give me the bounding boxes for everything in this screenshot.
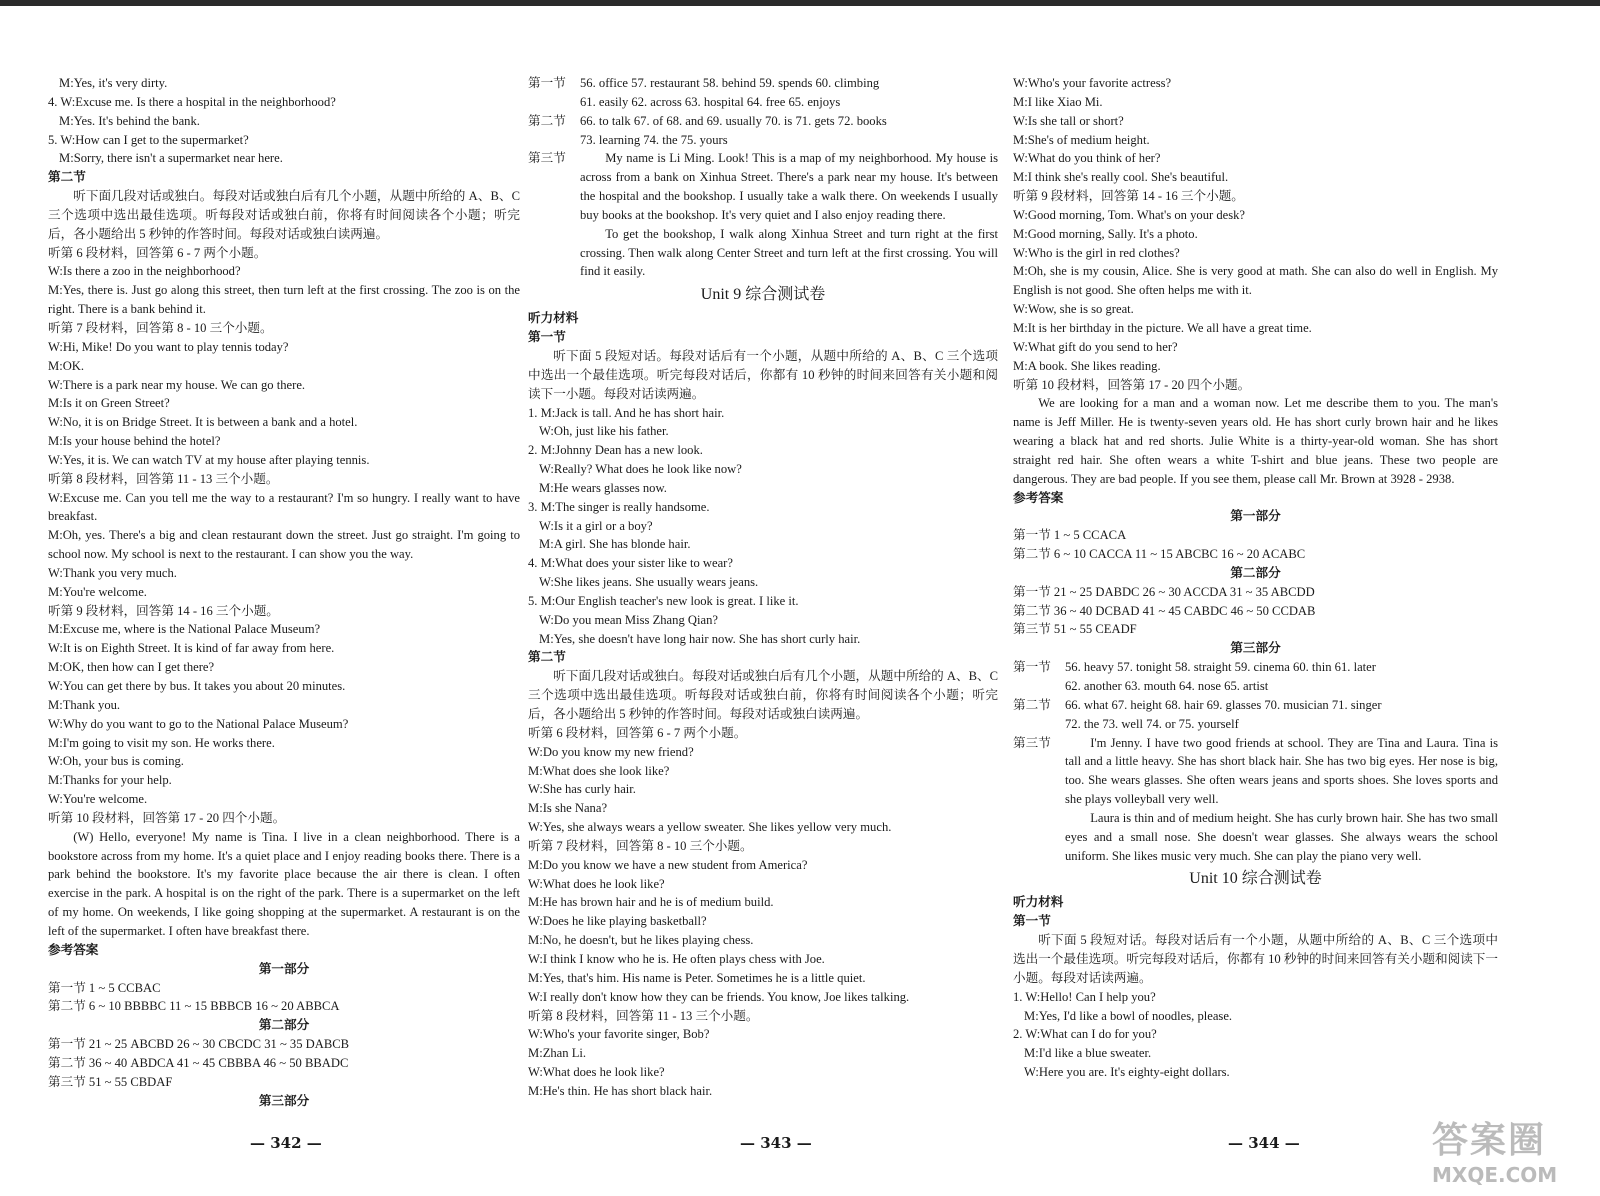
watermark-text: 答案圈 — [1432, 1120, 1547, 1161]
dialogue-line: M:I'd like a blue sweater. — [1024, 1046, 1152, 1061]
dialogue-line: M:Sorry, there isn't a supermarket near here. — [59, 151, 283, 166]
dialogue-line: M:It is her birthday in the picture. We all have a great time. — [1013, 320, 1312, 335]
page-number: — 344 — — [1228, 1134, 1300, 1152]
answer-line — [528, 112, 998, 131]
monologue-text: (W) Hello, everyone! My name is Tina. I live in a clean neighborhood. There is a bookstore across from my home. It's a quiet place and I enjoy reading books there. There is a park behind the bookstore. It's my favorite place because the air there is clean. I often exercise in the park. A hospital is on the right of the park. There is a supermarket on the left of my home. On weekends, I like going shopping at the supermarket. A restaurant is on the left of the supermarket. I often have breakfast there. — [48, 829, 520, 938]
dialogue-line: M:Excuse me, where is the National Palace Museum? — [48, 622, 321, 637]
answer-line: 第二节 36 ~ 40 ABDCA 41 ~ 45 CBBBA 46 ~ 50 BBADC — [48, 1055, 349, 1070]
dialogue-line: M:Oh, she is my cousin, Alice. She is very good at math. She can also do well in English. My English is not good. She often helps me with it. — [1013, 264, 1498, 298]
dialogue-line: M:He has brown hair and he is of medium build. — [528, 895, 774, 910]
section-label: 第一节 — [528, 76, 566, 90]
essay-paragraph: I'm Jenny. I have two good friends at school. They are Tina and Laura. Tina is tall and a little heavy. She has short black hair. She has two big eyes. Her nose is big, too. She wears glasses. She often wears jeans and sports shoes. She loves sports and she plays volleyball very well. — [1065, 735, 1498, 807]
dialogue-line: W:Hi, Mike! Do you want to play tennis today? — [48, 339, 289, 354]
material-heading: 听第 6 段材料，回答第 6 - 7 两个小题。 — [48, 245, 267, 260]
answer-line — [1013, 658, 1498, 677]
answer-line: 第二节 36 ~ 40 DCBAD 41 ~ 45 CABDC 46 ~ 50 CCDAB — [1013, 603, 1316, 618]
dialogue-line: W:What gift do you send to her? — [1013, 339, 1178, 354]
essay-block — [528, 149, 998, 281]
unit-title: Unit 10 综合测试卷 — [1189, 870, 1322, 888]
material-heading: 听第 8 段材料，回答第 11 - 13 三个小题。 — [48, 471, 279, 486]
section-heading: 听力材料 — [528, 311, 579, 326]
essay-paragraph: Laura is thin and of medium height. She has curly brown hair. She has two small eyes and a small nose. She doesn't wear glasses. She always wears the school uniform. She likes music very much. She can play the piano very well. — [1065, 810, 1498, 863]
column-right — [1013, 74, 1498, 1082]
dialogue-line: M:A book. She likes reading. — [1013, 358, 1161, 373]
dialogue-line: M:What does she look like? — [528, 763, 670, 778]
monologue-text: We are looking for a man and a woman now. Let me describe them to you. The man's name is Jeff Miller. He is twenty-seven years old. He has short curly brown hair and he likes wearing a black hat and red shorts. Julie White is a thirty-year-old woman. She has short straight red hair. She often wears a white T-shirt and blue jeans. These two people are dangerous. They are bad people. If you see them, please call Mr. Brown at 3928 - 2938. — [1013, 396, 1498, 486]
answer-line — [1013, 696, 1498, 715]
dialogue-line: W:What does he look like? — [528, 876, 665, 891]
part-heading: 第二部分 — [1230, 565, 1281, 580]
dialogue-line: W:Here you are. It's eighty-eight dollars. — [1024, 1065, 1230, 1080]
material-heading: 听第 10 段材料，回答第 17 - 20 四个小题。 — [48, 810, 286, 825]
section-heading: 第一节 — [1013, 914, 1051, 929]
dialogue-line: W:I really don't know how they can be friends. You know, Joe likes talking. — [528, 989, 910, 1004]
dialogue-line: W:Oh, your bus is coming. — [48, 754, 184, 769]
dialogue-line: M:A girl. She has blonde hair. — [539, 537, 691, 552]
section-label: 第三节 — [528, 151, 566, 166]
dialogue-line: M:Do you know we have a new student from America? — [528, 857, 808, 872]
instruction-text: 听下面 5 段短对话。每段对话后有一个小题，从题中所给的 A、B、C 三个选项中选出一个最佳选项。听完每段对话后，你都有 10 秒钟的时间来回答有关小题和阅读下一小题。每段对话读两遍。 — [528, 348, 998, 401]
essay-block — [1013, 734, 1498, 866]
unit-title: Unit 9 综合测试卷 — [700, 286, 826, 304]
answer-line: 73. learning 74. the 75. yours — [580, 132, 728, 147]
dialogue-line: M:Yes, there is. Just go along this street, then turn left at the first crossing. The zoo is on the right. There is a bank behind it. — [48, 283, 520, 317]
dialogue-line: W:She likes jeans. She usually wears jeans. — [539, 575, 759, 590]
part-heading: 第二部分 — [258, 1018, 310, 1033]
dialogue-line: W:She has curly hair. — [528, 782, 636, 797]
dialogue-line: W:Who is the girl in red clothes? — [1013, 245, 1180, 260]
material-heading: 听第 10 段材料，回答第 17 - 20 四个小题。 — [1013, 377, 1251, 392]
dialogue-line: W:What does he look like? — [528, 1065, 665, 1080]
answer-line: 第一节 1 ~ 5 CCACA — [1013, 528, 1127, 543]
dialogue-line: W:Really? What does he look like now? — [539, 462, 742, 477]
dialogue-line: W:Why do you want to go to the National Palace Museum? — [48, 716, 349, 731]
dialogue-line: M:I'm going to visit my son. He works there. — [48, 735, 275, 750]
essay-paragraph: My name is Li Ming. Look! This is a map of my neighborhood. My house is across from a bank on Xinhua Street. There's a park near my house. It's between the hospital and the bookshop. I usually take a walk there. On weekends I usually buy books at the bookshop. It's very quiet and I also enjoy reading there. — [580, 151, 998, 222]
dialogue-line: M:OK. — [48, 358, 85, 373]
section-label: 第三节 — [1013, 735, 1051, 750]
dialogue-line: W:Do you know my new friend? — [528, 744, 694, 759]
dialogue-line: M:Yes. It's behind the bank. — [59, 113, 200, 128]
instruction-text: 听下面几段对话或独白。每段对话或独白后有几个小题，从题中所给的 A、B、C 三个选项中选出最佳选项。听每段对话或独白前，你将有时间阅读各个小题；听完后，各小题给出 5 秒钟的作答时间。每段对话或独白读两遍。 — [48, 189, 520, 241]
instruction-text: 听下面 5 段短对话。每段对话后有一个小题，从题中所给的 A、B、C 三个选项中选出一个最佳选项。听完每段对话后，你都有 10 秒钟的时间来回答有关小题和阅读下一小题。每段对话读两遍。 — [1013, 933, 1498, 985]
answer-text: 66. to talk 67. of 68. and 69. usually 70. is 71. gets 72. books — [580, 113, 887, 128]
dialogue-line: 3. M:The singer is really handsome. — [528, 499, 710, 514]
dialogue-line: W:Yes, it is. We can watch TV at my house after playing tennis. — [48, 452, 370, 467]
watermark-logo — [1432, 1112, 1592, 1192]
answer-line — [528, 74, 998, 93]
dialogue-line: 1. M:Jack is tall. And he has short hair. — [528, 405, 725, 420]
answer-line: 第三节 51 ~ 55 CEADF — [1013, 622, 1137, 637]
dialogue-line: M:Good morning, Sally. It's a photo. — [1013, 226, 1198, 241]
dialogue-line: W:I think I know who he is. He often plays chess with Joe. — [528, 951, 825, 966]
section-label: 第一节 — [1013, 660, 1051, 675]
answer-line: 第一节 21 ~ 25 ABCBD 26 ~ 30 CBCDC 31 ~ 35 DABCB — [48, 1037, 350, 1052]
dialogue-line: W:Excuse me. Can you tell me the way to a restaurant? I'm so hungry. I really want to have breakfast. — [48, 490, 520, 524]
material-heading: 听第 7 段材料，回答第 8 - 10 三个小题。 — [48, 320, 273, 335]
dialogue-line: M:Yes, that's him. His name is Peter. Sometimes he is a little quiet. — [528, 970, 866, 985]
dialogue-line: M:Thanks for your help. — [48, 773, 172, 788]
column-left — [48, 74, 520, 1110]
answer-key-heading: 参考答案 — [48, 942, 99, 957]
dialogue-line: W:Is she tall or short? — [1013, 113, 1124, 128]
dialogue-line: M:Thank you. — [48, 697, 121, 712]
dialogue-line: W:Good morning, Tom. What's on your desk? — [1013, 207, 1246, 222]
dialogue-line: W:Is it a girl or a boy? — [539, 518, 653, 533]
dialogue-line: W:Does he like playing basketball? — [528, 914, 707, 929]
column-middle — [528, 74, 998, 1101]
answer-line: 62. another 63. mouth 64. nose 65. artist — [1065, 679, 1269, 693]
answer-line: 第二节 6 ~ 10 BBBBC 11 ~ 15 BBBCB 16 ~ 20 ABBCA — [48, 999, 340, 1014]
section-label: 第二节 — [528, 113, 566, 128]
part-heading: 第三部分 — [1230, 641, 1281, 656]
dialogue-line: 4. W:Excuse me. Is there a hospital in the neighborhood? — [48, 94, 336, 109]
answer-line: 第一节 21 ~ 25 DABDC 26 ~ 30 ACCDA 31 ~ 35 ABCDD — [1013, 584, 1315, 599]
dialogue-line: W:No, it is on Bridge Street. It is between a bank and a hotel. — [48, 415, 358, 430]
dialogue-line: W:Oh, just like his father. — [539, 424, 669, 439]
dialogue-line: W:You can get there by bus. It takes you about 20 minutes. — [48, 679, 346, 693]
dialogue-line: M:No, he doesn't, but he likes playing chess. — [528, 933, 754, 948]
material-heading: 听第 7 段材料，回答第 8 - 10 三个小题。 — [528, 838, 753, 853]
material-heading: 听第 9 段材料，回答第 14 - 16 三个小题。 — [1013, 189, 1244, 204]
dialogue-line: W:There is a park near my house. We can go there. — [48, 377, 306, 392]
instruction-text: 听下面几段对话或独白。每段对话或独白后有几个小题，从题中所给的 A、B、C 三个选项中选出最佳选项。听每段对话或独白前，你将有时间阅读各个小题；听完后，各小题给出 5 秒钟的作答时间。每段对话或独白读两遍。 — [528, 669, 998, 721]
dialogue-line: M:He's thin. He has short black hair. — [528, 1083, 713, 1098]
dialogue-line: M:Is it on Green Street? — [48, 396, 170, 411]
part-heading: 第三部分 — [258, 1093, 310, 1108]
dialogue-line: 4. M:What does your sister like to wear? — [528, 556, 733, 571]
dialogue-line: M:Zhan Li. — [528, 1046, 587, 1061]
dialogue-line: M:Is she Nana? — [528, 801, 608, 816]
answer-text: 66. what 67. height 68. hair 69. glasses 70. musician 71. singer — [1065, 697, 1382, 712]
part-heading: 第一部分 — [258, 961, 310, 976]
answer-line: 第二节 6 ~ 10 CACCA 11 ~ 15 ABCBC 16 ~ 20 ACABC — [1013, 547, 1306, 562]
dialogue-line: M:Yes, I'd like a bowl of noodles, please. — [1024, 1008, 1233, 1023]
answer-text: 56. office 57. restaurant 58. behind 59. spends 60. climbing — [580, 76, 880, 90]
answer-key-heading: 参考答案 — [1013, 490, 1064, 505]
dialogue-line: M:Yes, it's very dirty. — [59, 76, 168, 90]
answer-line: 61. easily 62. across 63. hospital 64. free 65. enjoys — [580, 94, 841, 109]
dialogue-line: 2. M:Johnny Dean has a new look. — [528, 443, 703, 458]
dialogue-line: W:Wow, she is so great. — [1013, 302, 1134, 317]
page-number: — 342 — — [250, 1134, 322, 1152]
answer-line: 第一节 1 ~ 5 CCBAC — [48, 980, 161, 995]
section-heading: 第二节 — [48, 170, 86, 185]
dialogue-line: M:She's of medium height. — [1013, 132, 1150, 147]
top-border — [0, 0, 1600, 6]
dialogue-line: M:He wears glasses now. — [539, 480, 667, 495]
dialogue-line: M:Yes, she doesn't have long hair now. She has short curly hair. — [539, 631, 861, 646]
dialogue-line: W:Who's your favorite singer, Bob? — [528, 1027, 710, 1042]
dialogue-line: W:Thank you very much. — [48, 565, 177, 580]
dialogue-line: W:You're welcome. — [48, 792, 148, 807]
dialogue-line: W:Who's your favorite actress? — [1013, 76, 1172, 90]
part-heading: 第一部分 — [1230, 509, 1281, 524]
section-heading: 第二节 — [528, 650, 566, 665]
dialogue-line: M:Is your house behind the hotel? — [48, 434, 221, 449]
dialogue-line: M:I think she's really cool. She's beautiful. — [1013, 170, 1229, 185]
material-heading: 听第 8 段材料，回答第 11 - 13 三个小题。 — [528, 1008, 759, 1023]
dialogue-line: M:I like Xiao Mi. — [1013, 94, 1103, 109]
answer-text: 56. heavy 57. tonight 58. straight 59. cinema 60. thin 61. later — [1065, 660, 1376, 675]
dialogue-line: M:OK, then how can I get there? — [48, 660, 215, 675]
essay-paragraph: To get the bookshop, I walk along Xinhua Street and turn right at the first crossing. Then walk along Center Street and turn left at the first crossing. You will find it easily. — [580, 226, 998, 279]
dialogue-line: M:You're welcome. — [48, 584, 147, 599]
dialogue-line: 2. W:What can I do for you? — [1013, 1027, 1157, 1042]
dialogue-line: W:It is on Eighth Street. It is kind of far away from here. — [48, 641, 335, 656]
dialogue-line: W:Do you mean Miss Zhang Qian? — [539, 612, 718, 627]
section-heading: 第一节 — [528, 330, 566, 345]
dialogue-line: 5. M:Our English teacher's new look is great. I like it. — [528, 593, 799, 608]
dialogue-line: 5. W:How can I get to the supermarket? — [48, 132, 249, 147]
dialogue-line: W:Is there a zoo in the neighborhood? — [48, 264, 241, 279]
section-label: 第二节 — [1013, 697, 1051, 712]
dialogue-line: M:Oh, yes. There's a big and clean restaurant down the street. Just go straight. I'm going to school now. My school is next to the restaurant. I can show you the way. — [48, 528, 520, 562]
answer-line: 第三节 51 ~ 55 CBDAF — [48, 1074, 173, 1089]
dialogue-line: 1. W:Hello! Can I help you? — [1013, 989, 1156, 1004]
answer-line: 72. the 73. well 74. or 75. yourself — [1065, 716, 1239, 731]
material-heading: 听第 6 段材料，回答第 6 - 7 两个小题。 — [528, 725, 747, 740]
watermark-url: MXQE.COM — [1432, 1163, 1558, 1187]
section-heading: 听力材料 — [1013, 895, 1064, 910]
dialogue-line: W:What do you think of her? — [1013, 151, 1161, 166]
page-number: — 343 — — [740, 1134, 812, 1152]
material-heading: 听第 9 段材料，回答第 14 - 16 三个小题。 — [48, 603, 279, 618]
dialogue-line: W:Yes, she always wears a yellow sweater. She likes yellow very much. — [528, 820, 892, 835]
